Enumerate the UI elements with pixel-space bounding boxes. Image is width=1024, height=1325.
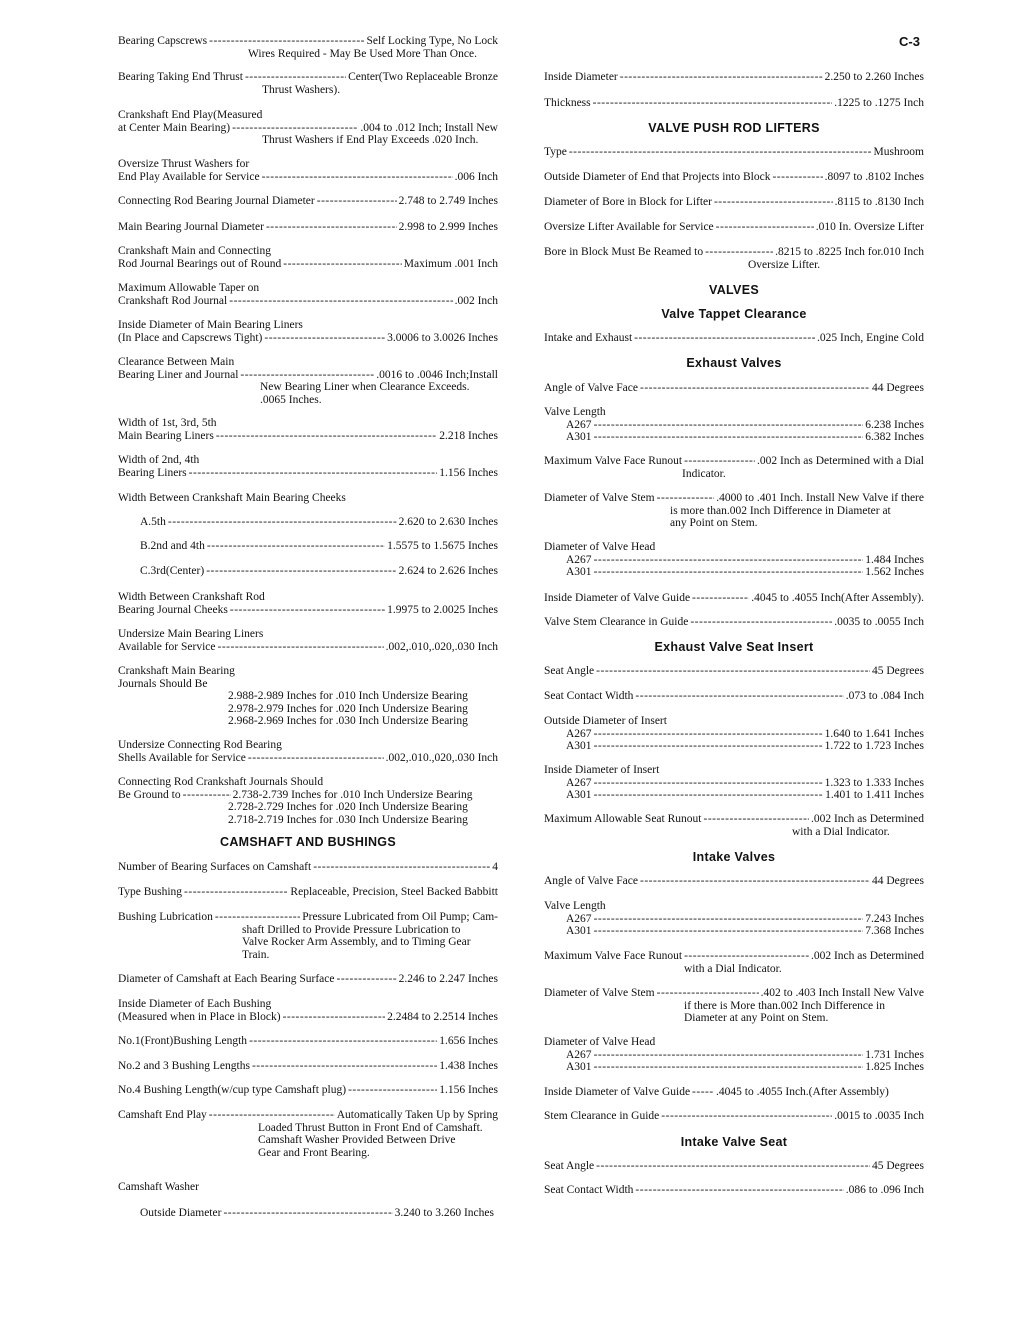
spec-width-135: Width of 1st, 3rd, 5th Main Bearing Liners ----- 2.218 Inches bbox=[118, 417, 498, 442]
spec-taper: Maximum Allowable Taper on Crankshaft Rod Journal ----- .002 Inch bbox=[118, 282, 498, 307]
spec-ex-length: Valve Length A267 ----- 6.238 Inches A301 ----- 6.382 Inches bbox=[544, 406, 924, 444]
spec-lifter-od: Outside Diameter of End that Projects into Block ----- .8097 to .8102 Inches bbox=[544, 171, 924, 184]
spec-undersize-main: Undersize Main Bearing Liners Available for Service ----- .002,.010,.020,.030 Inch bbox=[118, 628, 498, 653]
spec-bushing-23: No.2 and 3 Bushing Lengths ----- 1.438 Inches bbox=[118, 1060, 498, 1073]
spec-insert-od: Outside Diameter of Insert A267 ----- 1.640 to 1.641 Inches A301 ----- 1.722 to 1.723 Inches bbox=[544, 715, 924, 753]
spec-bore-dia: Diameter of Bore in Block for Lifter ----- .8115 to .8130 Inch bbox=[544, 196, 924, 209]
tappet-heading: Valve Tappet Clearance bbox=[661, 307, 807, 321]
spec-out-of-round: Crankshaft Main and Connecting Rod Journal Bearings out of Round ----- Maximum .001 Inch bbox=[118, 245, 498, 270]
spec-oversize-lifter: Oversize Lifter Available for Service ----- .010 In. Oversize Lifter bbox=[544, 221, 924, 234]
spec-main-journals-be: Crankshaft Main Bearing Journals Should Be 2.988-2.989 Inches for .010 Inch Undersize Bearing 2.978-2.979 Inches for .020 Inch Undersize Bearing 2.968-2.969 Inches for .030 Inch Undersize Bearing bbox=[118, 665, 468, 727]
spec-in-runout: Maximum Valve Face Runout ----- .002 Inch as Determined with a Dial Indicator. bbox=[544, 950, 924, 975]
spec-seat-contact: Seat Contact Width ----- .073 to .084 Inch bbox=[544, 690, 924, 703]
spec-lifter-type: Type ----- Mushroom bbox=[544, 146, 924, 159]
seat-insert-heading: Exhaust Valve Seat Insert bbox=[654, 640, 814, 654]
spec-cheek-a: A.5th ----- 2.620 to 2.630 Inches bbox=[118, 516, 498, 529]
spec-end-thrust: Bearing Taking End Thrust ----- Center(Two Replaceable Bronze Thrust Washers). bbox=[118, 71, 498, 96]
spec-ex-face-angle: Angle of Valve Face ----- 44 Degrees bbox=[544, 382, 924, 395]
spec-seat-angle: Seat Angle ----- 45 Degrees bbox=[544, 665, 924, 678]
exhaust-heading: Exhaust Valves bbox=[686, 356, 782, 370]
spec-ex-stem-clear: Valve Stem Clearance in Guide ----- .0035 to .0055 Inch bbox=[544, 616, 924, 629]
spec-bushing-1: No.1(Front)Bushing Length ----- 1.656 Inches bbox=[118, 1035, 498, 1048]
spec-bushing-lube: Bushing Lubrication ----- Pressure Lubricated from Oil Pump; Cam- shaft Drilled to Provide Pressure Lubrication to Valve Rocker Arm Assembly, and to Timing Gear Train. bbox=[118, 911, 498, 961]
spec-in-length: Valve Length A267 ----- 7.243 Inches A301 ----- 7.368 Inches bbox=[544, 900, 924, 938]
spec-tappet: Intake and Exhaust ----- .025 Inch, Engine Cold bbox=[544, 332, 924, 345]
spec-cheek-c: C.3rd(Center) ----- 2.624 to 2.626 Inches bbox=[118, 565, 498, 578]
spec-in-head: Diameter of Valve Head A267 ----- 1.731 Inches A301 ----- 1.825 Inches bbox=[544, 1036, 924, 1074]
spec-cam-end-play: Camshaft End Play ----- Automatically Taken Up by Spring Loaded Thrust Button in Front End of Camshaft. Camshaft Washer Provided Between Drive Gear and Front Bearing. bbox=[118, 1109, 498, 1159]
spec-inside-diameter: Inside Diameter ----- 2.250 to 2.260 Inches bbox=[544, 71, 924, 84]
spec-thickness: Thickness ----- .1225 to .1275 Inch bbox=[544, 97, 924, 110]
spec-bore-ream: Bore in Block Must Be Reamed to ----- .8215 to .8225 Inch for.010 Inch Oversize Lifter. bbox=[544, 246, 924, 271]
page-number: C-3 bbox=[899, 34, 920, 49]
spec-ex-runout: Maximum Valve Face Runout ----- .002 Inch as Determined with a Dial Indicator. bbox=[544, 455, 924, 480]
spec-main-liner-id: Inside Diameter of Main Bearing Liners (In Place and Capscrews Tight) ----- 3.0006 to 3.0026 Inches bbox=[118, 319, 498, 344]
spec-in-face-angle: Angle of Valve Face ----- 44 Degrees bbox=[544, 875, 924, 888]
spec-washer-od: Outside Diameter ----- 3.240 to 3.260 Inches bbox=[118, 1207, 494, 1220]
cam-washer-title: Camshaft Washer bbox=[118, 1181, 199, 1193]
spec-insert-id: Inside Diameter of Insert A267 ----- 1.323 to 1.333 Inches A301 ----- 1.401 to 1.411 Inches bbox=[544, 764, 924, 802]
spec-ex-stem: Diameter of Valve Stem ----- .4000 to .401 Inch. Install New Valve if there is more than.002 Inch Difference in Diameter at any Point on Stem. bbox=[544, 492, 924, 530]
spec-main-clearance: Clearance Between Main Bearing Liner and Journal ----- .0016 to .0046 Inch;Install New Bearing Liner when Clearance Exceeds. .0065 Inches. bbox=[118, 356, 498, 406]
spec-undersize-rod: Undersize Connecting Rod Bearing Shells Available for Service ----- .002,.010.,020,.030 Inch bbox=[118, 739, 498, 764]
spec-in-seat-angle: Seat Angle ----- 45 Degrees bbox=[544, 1160, 924, 1173]
valves-heading: VALVES bbox=[709, 283, 759, 297]
spec-end-play: Crankshaft End Play(Measured at Center Main Bearing) ----- .004 to .012 Inch; Install New Thrust Washers if End Play Exceeds .020 Inch. bbox=[118, 109, 498, 147]
intake-heading: Intake Valves bbox=[692, 850, 776, 864]
spec-in-stem: Diameter of Valve Stem ----- .402 to .403 Inch Install New Valve if there is More than.002 Inch Difference in Diameter at any Point on Stem. bbox=[544, 987, 924, 1025]
spec-in-seat-contact: Seat Contact Width ----- .086 to .096 Inch bbox=[544, 1184, 924, 1197]
spec-bearing-surfaces: Number of Bearing Surfaces on Camshaft ----- 4 bbox=[118, 861, 498, 874]
spec-type-bushing: Type Bushing ----- Replaceable, Precision, Steel Backed Babbitt bbox=[118, 886, 498, 899]
camshaft-heading: CAMSHAFT AND BUSHINGS bbox=[220, 835, 396, 849]
spec-bushing-id: Inside Diameter of Each Bushing (Measured when in Place in Block) ----- 2.2484 to 2.2514 Inches bbox=[118, 998, 498, 1023]
spec-main-journal: Main Bearing Journal Diameter ----- 2.998 to 2.999 Inches bbox=[118, 221, 498, 234]
spec-in-stem-clear: Stem Clearance in Guide ----- .0015 to .0035 Inch bbox=[544, 1110, 924, 1123]
spec-conn-rod-journal: Connecting Rod Bearing Journal Diameter ----- 2.748 to 2.749 Inches bbox=[118, 195, 498, 208]
spec-cam-diameter: Diameter of Camshaft at Each Bearing Surface ----- 2.246 to 2.247 Inches bbox=[118, 973, 498, 986]
spec-seat-runout: Maximum Allowable Seat Runout ----- .002 Inch as Determined with a Dial Indicator. bbox=[544, 813, 924, 838]
lifters-heading: VALVE PUSH ROD LIFTERS bbox=[648, 121, 820, 135]
spec-rod-journals-ground: Connecting Rod Crankshaft Journals Should Be Ground to ----- 2.738-2.739 Inches for .010 Inch Undersize Bearing 2.728-2.729 Inches for .020 Inch Undersize Bearing 2.718-2.719 Inches for .030 Inch Undersize Bearing bbox=[118, 776, 498, 826]
cheeks-title: Width Between Crankshaft Main Bearing Cheeks bbox=[118, 492, 346, 504]
spec-width-24: Width of 2nd, 4th Bearing Liners ----- 1.156 Inches bbox=[118, 454, 498, 479]
intake-seat-heading: Intake Valve Seat bbox=[680, 1135, 788, 1149]
spec-in-guide: Inside Diameter of Valve Guide ----- .4045 to .4055 Inch.(After Assembly) bbox=[544, 1086, 924, 1099]
spec-oversize-washers: Oversize Thrust Washers for End Play Available for Service ----- .006 Inch bbox=[118, 158, 498, 183]
spec-bearing-capscrews: Bearing Capscrews ----- Self Locking Type, No Lock Wires Required - May Be Used More Than Once. bbox=[118, 35, 498, 60]
spec-cheek-b: B.2nd and 4th ----- 1.5575 to 1.5675 Inches bbox=[118, 540, 498, 553]
spec-ex-guide: Inside Diameter of Valve Guide ----- .4045 to .4055 Inch(After Assembly). bbox=[544, 592, 924, 605]
spec-bushing-4: No.4 Bushing Length(w/cup type Camshaft plug) ----- 1.156 Inches bbox=[118, 1084, 498, 1097]
spec-ex-head: Diameter of Valve Head A267 ----- 1.484 Inches A301 ----- 1.562 Inches bbox=[544, 541, 924, 579]
spec-rod-cheeks: Width Between Crankshaft Rod Bearing Journal Cheeks ----- 1.9975 to 2.0025 Inches bbox=[118, 591, 498, 616]
